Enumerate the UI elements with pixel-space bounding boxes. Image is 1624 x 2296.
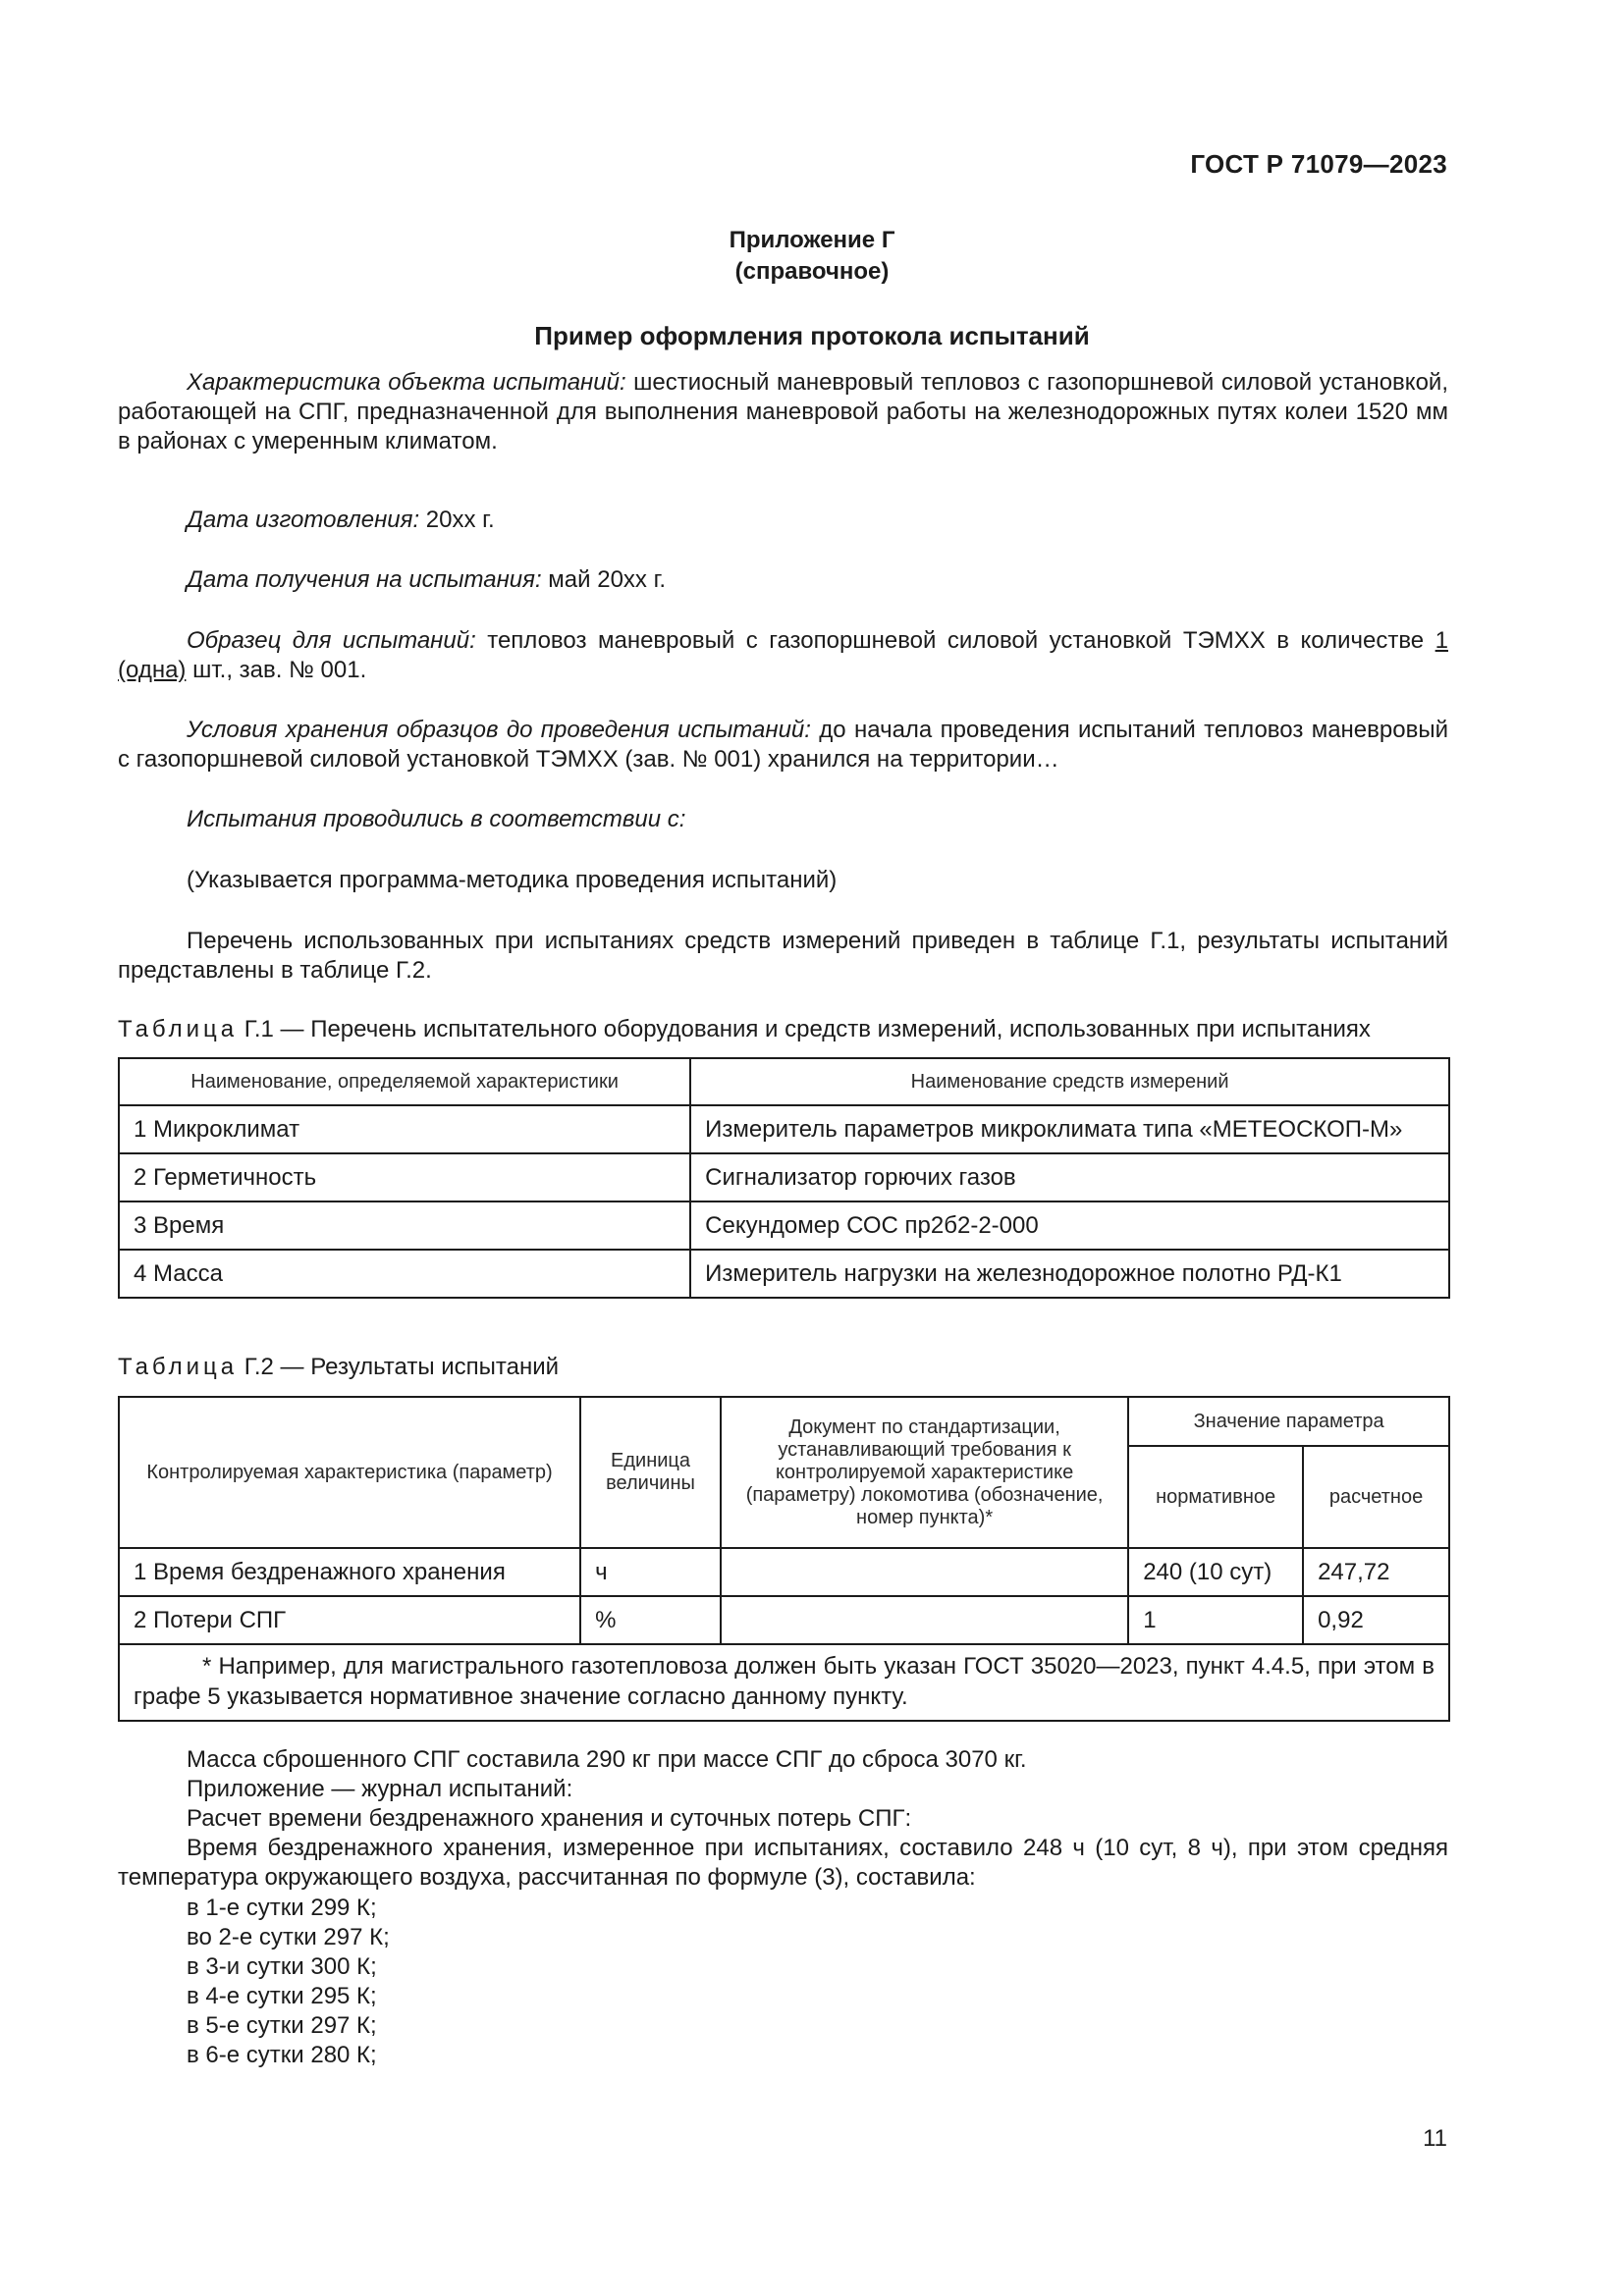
table1-cell: Измеритель параметров микроклимата типа «МЕТЕОСКОП-М»: [690, 1105, 1449, 1153]
table1-cell: 1 Микроклимат: [119, 1105, 690, 1153]
calc-paragraph: Расчет времени бездренажного хранения и суточных потерь СПГ:: [187, 1805, 912, 1832]
manufacture-text: 20xx г.: [419, 507, 495, 533]
table2-header-characteristic: Контролируемая характеристика (параметр): [119, 1397, 580, 1548]
sample-label: Образец для испытаний:: [187, 627, 476, 654]
storage-paragraph: [118, 716, 1448, 774]
table2-header-document: Документ по стандартизации, устанавливающий требования к контролируемой характеристике (параметру) локомотива (обозначение, номер пункта)*: [721, 1397, 1128, 1548]
table-row: [119, 1250, 1449, 1298]
table2-header-row: [119, 1397, 1449, 1446]
table1-header-row: [119, 1058, 1449, 1105]
program-paragraph: (Указывается программа-методика проведения испытаний): [187, 867, 838, 893]
annex-subtitle: (справочное): [734, 258, 890, 285]
manufacture-label: Дата изготовления:: [187, 507, 420, 533]
list-item: во 2-е сутки 297 К;: [187, 1924, 390, 1950]
table1-caption-word: Таблица: [118, 1016, 239, 1042]
table1-cell: Измеритель нагрузки на железнодорожное полотно РД-К1: [690, 1250, 1449, 1298]
list-item: в 5-е сутки 297 К;: [187, 2012, 377, 2039]
table2-footnote-row: [119, 1644, 1449, 1721]
table2-cell: [721, 1596, 1128, 1644]
table1-header-characteristic: Наименование, определяемой характеристики: [119, 1058, 690, 1105]
mass-paragraph: Масса сброшенного СПГ составила 290 кг при массе СПГ до сброса 3070 кг.: [187, 1746, 1027, 1773]
storage-label: Условия хранения образцов до проведения испытаний:: [187, 717, 811, 743]
table2-header-normative: нормативное: [1128, 1446, 1303, 1548]
table2-cell: 240 (10 сут): [1128, 1548, 1303, 1596]
sample-paragraph: [118, 626, 1448, 685]
accordance-paragraph: [118, 805, 1448, 834]
time-paragraph: Время бездренажного хранения, измеренное при испытаниях, составило 248 ч (10 сут, 8 ч), при этом средняя температура окружающего воздуха, рассчитанная по формуле (3), составила:: [118, 1835, 1448, 1891]
table-row: [119, 1105, 1449, 1153]
table2-header-calculated: расчетное: [1303, 1446, 1449, 1548]
journal-paragraph: Приложение — журнал испытаний:: [187, 1776, 573, 1802]
received-text: май 20xx г.: [541, 566, 667, 593]
list-item: в 4-е сутки 295 К;: [187, 1983, 377, 2009]
object-label: Характеристика объекта испытаний:: [187, 369, 626, 396]
annex-title: Приложение Г: [729, 227, 895, 253]
table1-caption: [118, 1015, 1453, 1044]
table2-caption-text: Г.2 — Результаты испытаний: [238, 1354, 560, 1380]
table1-caption-text: Г.1 — Перечень испытательного оборудования и средств измерений, использованных при испытаниях: [238, 1016, 1371, 1042]
list-item: в 6-е сутки 280 К;: [187, 2042, 377, 2068]
storage-text: до начала проведения испытаний тепловоз маневровый с газопоршневой силовой установкой ТЭМХХ (зав. № 001) хранился на территории…: [118, 717, 1448, 773]
table2-cell: [721, 1548, 1128, 1596]
table2-cell: 0,92: [1303, 1596, 1449, 1644]
page-number: 11: [1423, 2125, 1447, 2152]
table1-cell: 2 Герметичность: [119, 1153, 690, 1201]
table2-caption-word: Таблица: [118, 1354, 239, 1380]
table2-cell: 1: [1128, 1596, 1303, 1644]
table2-header-value: Значение параметра: [1128, 1397, 1449, 1446]
table2-cell: %: [580, 1596, 721, 1644]
table2-header-unit: Единица величины: [580, 1397, 721, 1548]
manufacture-paragraph: [118, 506, 1448, 535]
document-heading: Пример оформления протокола испытаний: [534, 321, 1090, 350]
equipment-table: [118, 1057, 1450, 1299]
results-table: [118, 1396, 1450, 1722]
table2-cell: 1 Время бездренажного хранения: [119, 1548, 580, 1596]
standard-code: ГОСТ Р 71079—2023: [1190, 149, 1447, 179]
table1-cell: 4 Масса: [119, 1250, 690, 1298]
table-row: [119, 1548, 1449, 1596]
table2-footnote: * Например, для магистрального газотепловоза должен быть указан ГОСТ 35020—2023, пункт 4.4.5, при этом в графе 5 указывается нормативное значение согласно данному пункту.: [119, 1644, 1449, 1721]
table2-cell: 247,72: [1303, 1548, 1449, 1596]
list-item: в 3-и сутки 300 К;: [187, 1953, 377, 1980]
table2-cell: ч: [580, 1548, 721, 1596]
table1-cell: Секундомер СОС пр2б2-2-000: [690, 1201, 1449, 1250]
list-item: в 1-е сутки 299 К;: [187, 1895, 377, 1921]
table1-cell: Сигнализатор горючих газов: [690, 1153, 1449, 1201]
sample-text: тепловоз маневровый с газопоршневой силовой установкой ТЭМХХ в количестве: [475, 627, 1435, 654]
table2-cell: 2 Потери СПГ: [119, 1596, 580, 1644]
table-row: [119, 1153, 1449, 1201]
received-paragraph: [118, 565, 1448, 595]
object-paragraph: [118, 368, 1448, 456]
sample-quantity: 1 (одна): [118, 627, 1448, 683]
table-row: [119, 1596, 1449, 1644]
sample-text-end: шт., зав. № 001.: [186, 657, 367, 683]
accordance-label: Испытания проводились в соответствии с:: [187, 806, 686, 832]
table1-header-instrument: Наименование средств измерений: [690, 1058, 1449, 1105]
table1-cell: 3 Время: [119, 1201, 690, 1250]
table2-caption: [118, 1353, 1453, 1382]
table-row: [119, 1201, 1449, 1250]
object-text: шестиосный маневровый тепловоз с газопоршневой силовой установкой, работающей на СПГ, предназначенной для выполнения маневровой работы на железнодорожных путях колеи 1520 мм в районах с умеренным климатом.: [118, 369, 1448, 454]
received-label: Дата получения на испытания:: [187, 566, 542, 593]
list-note-paragraph: Перечень использованных при испытаниях средств измерений приведен в таблице Г.1, результаты испытаний представлены в таблице Г.2.: [118, 928, 1448, 984]
